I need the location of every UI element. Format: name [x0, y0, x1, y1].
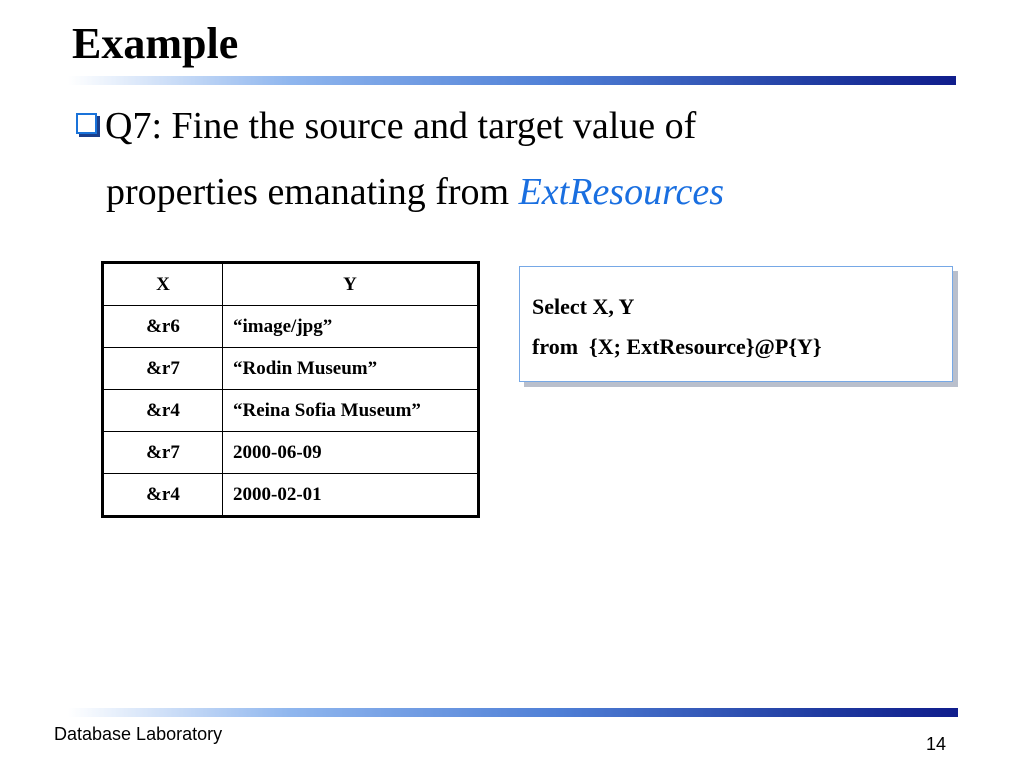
table-cell-y: “Rodin Museum”	[223, 348, 479, 390]
table-cell-y: “Reina Sofia Museum”	[223, 390, 479, 432]
footer-organization: Database Laboratory	[54, 724, 223, 744]
bullet-text-2: properties emanating from	[106, 171, 519, 213]
page-number: 14	[925, 734, 946, 754]
table-cell-x: &r7	[103, 348, 223, 390]
table-header-row	[103, 263, 479, 306]
table-header-y: Y	[223, 263, 479, 306]
query-from-line: from {X; ExtResource}@P{Y}	[532, 334, 822, 359]
table-cell-y: 2000-06-09	[223, 432, 479, 474]
query-box	[519, 266, 953, 382]
footer-divider-bar	[68, 708, 958, 717]
query-select-line: Select X, Y	[532, 294, 635, 319]
slide-title: Example	[72, 19, 239, 68]
results-table	[101, 261, 480, 518]
table-header-x: X	[103, 263, 223, 306]
table-cell-y: 2000-02-01	[223, 474, 479, 517]
table-row	[103, 390, 479, 432]
bullet-highlight: ExtResources	[518, 171, 724, 213]
table-cell-y: “image/jpg”	[223, 306, 479, 348]
table-row	[103, 348, 479, 390]
table-row	[103, 474, 479, 517]
table-cell-x: &r4	[103, 474, 223, 517]
table-row	[103, 432, 479, 474]
table-cell-x: &r6	[103, 306, 223, 348]
table-cell-x: &r7	[103, 432, 223, 474]
bullet-text-1: Q7: Fine the source and target value of	[105, 105, 697, 147]
table-row	[103, 306, 479, 348]
bullet-line-2	[106, 170, 724, 214]
table-cell-x: &r4	[103, 390, 223, 432]
bullet-line-1	[76, 104, 696, 148]
checkbox-bullet-icon	[76, 113, 97, 134]
title-divider-bar	[68, 76, 956, 85]
